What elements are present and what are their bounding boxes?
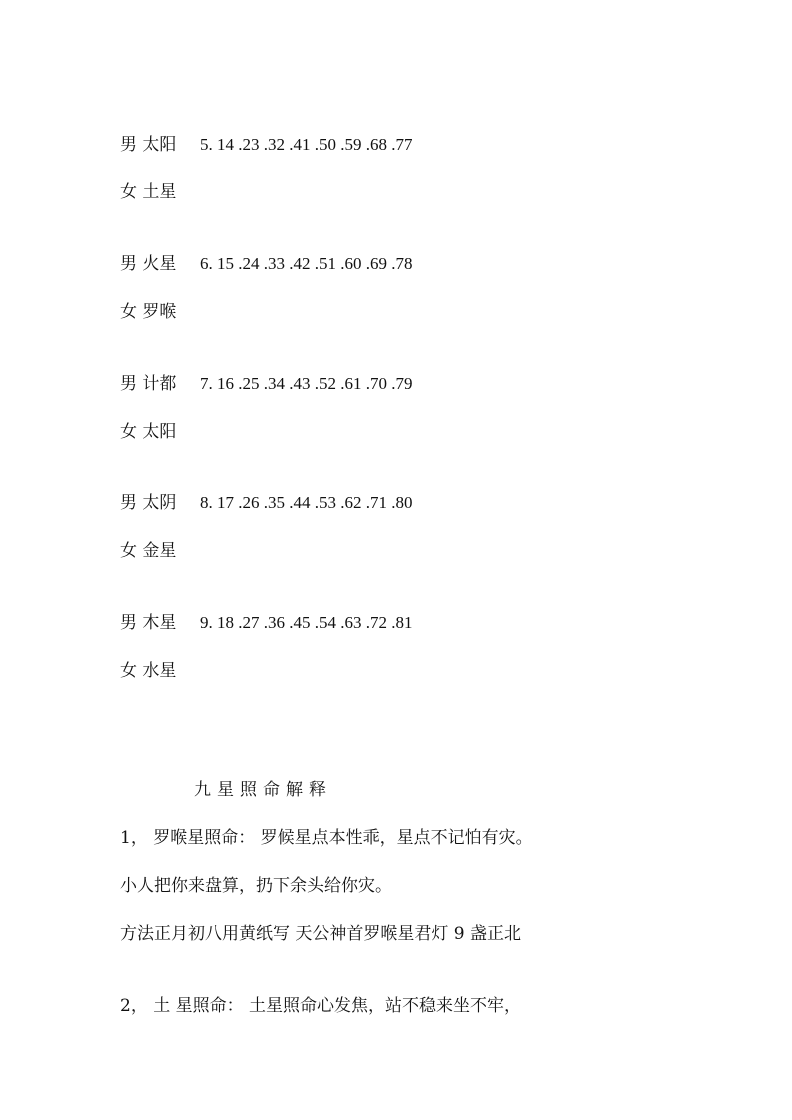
- male-star-label: 男 计都: [120, 374, 177, 394]
- table-row-female: [120, 301, 176, 323]
- male-star-label: 男 太阳: [120, 135, 177, 155]
- table-row-male: [120, 492, 413, 514]
- paragraph-1: 1， 罗喉星照命： 罗候星点本性乖，星点不记怕有灾。: [120, 828, 533, 848]
- male-star-label: 男 木星: [120, 613, 177, 633]
- paragraph-3: 方法正月初八用黄纸写 天公神首罗喉星君灯 9 盏正北: [120, 924, 522, 944]
- age-numbers: 5. 14 .23 .32 .41 .50 .59 .68 .77: [200, 135, 413, 154]
- table-row-male: [120, 134, 413, 156]
- paragraph-2: 小人把你来盘算，扔下余头给你灾。: [120, 876, 392, 896]
- age-numbers: 6. 15 .24 .33 .42 .51 .60 .69 .78: [200, 254, 413, 273]
- paragraph-4: 2， 土 星照命： 土星照命心发焦，站不稳来坐不牢，: [120, 996, 522, 1016]
- male-star-label: 男 太阴: [120, 493, 177, 513]
- table-row-male: [120, 612, 413, 634]
- female-star-label: 女 太阳: [120, 422, 177, 442]
- table-row-female: [120, 660, 176, 682]
- age-numbers: 9. 18 .27 .36 .45 .54 .63 .72 .81: [200, 613, 413, 632]
- female-star-label: 女 罗喉: [120, 302, 177, 322]
- female-star-label: 女 水星: [120, 661, 177, 681]
- table-row-male: [120, 253, 413, 275]
- table-row-female: [120, 540, 176, 562]
- section-heading: 九星照命解释: [194, 780, 332, 800]
- table-row-male: [120, 373, 413, 395]
- female-star-label: 女 金星: [120, 541, 177, 561]
- female-star-label: 女 土星: [120, 182, 177, 202]
- age-numbers: 8. 17 .26 .35 .44 .53 .62 .71 .80: [200, 493, 413, 512]
- table-row-female: [120, 421, 176, 443]
- age-numbers: 7. 16 .25 .34 .43 .52 .61 .70 .79: [200, 374, 413, 393]
- male-star-label: 男 火星: [120, 254, 177, 274]
- table-row-female: [120, 181, 176, 203]
